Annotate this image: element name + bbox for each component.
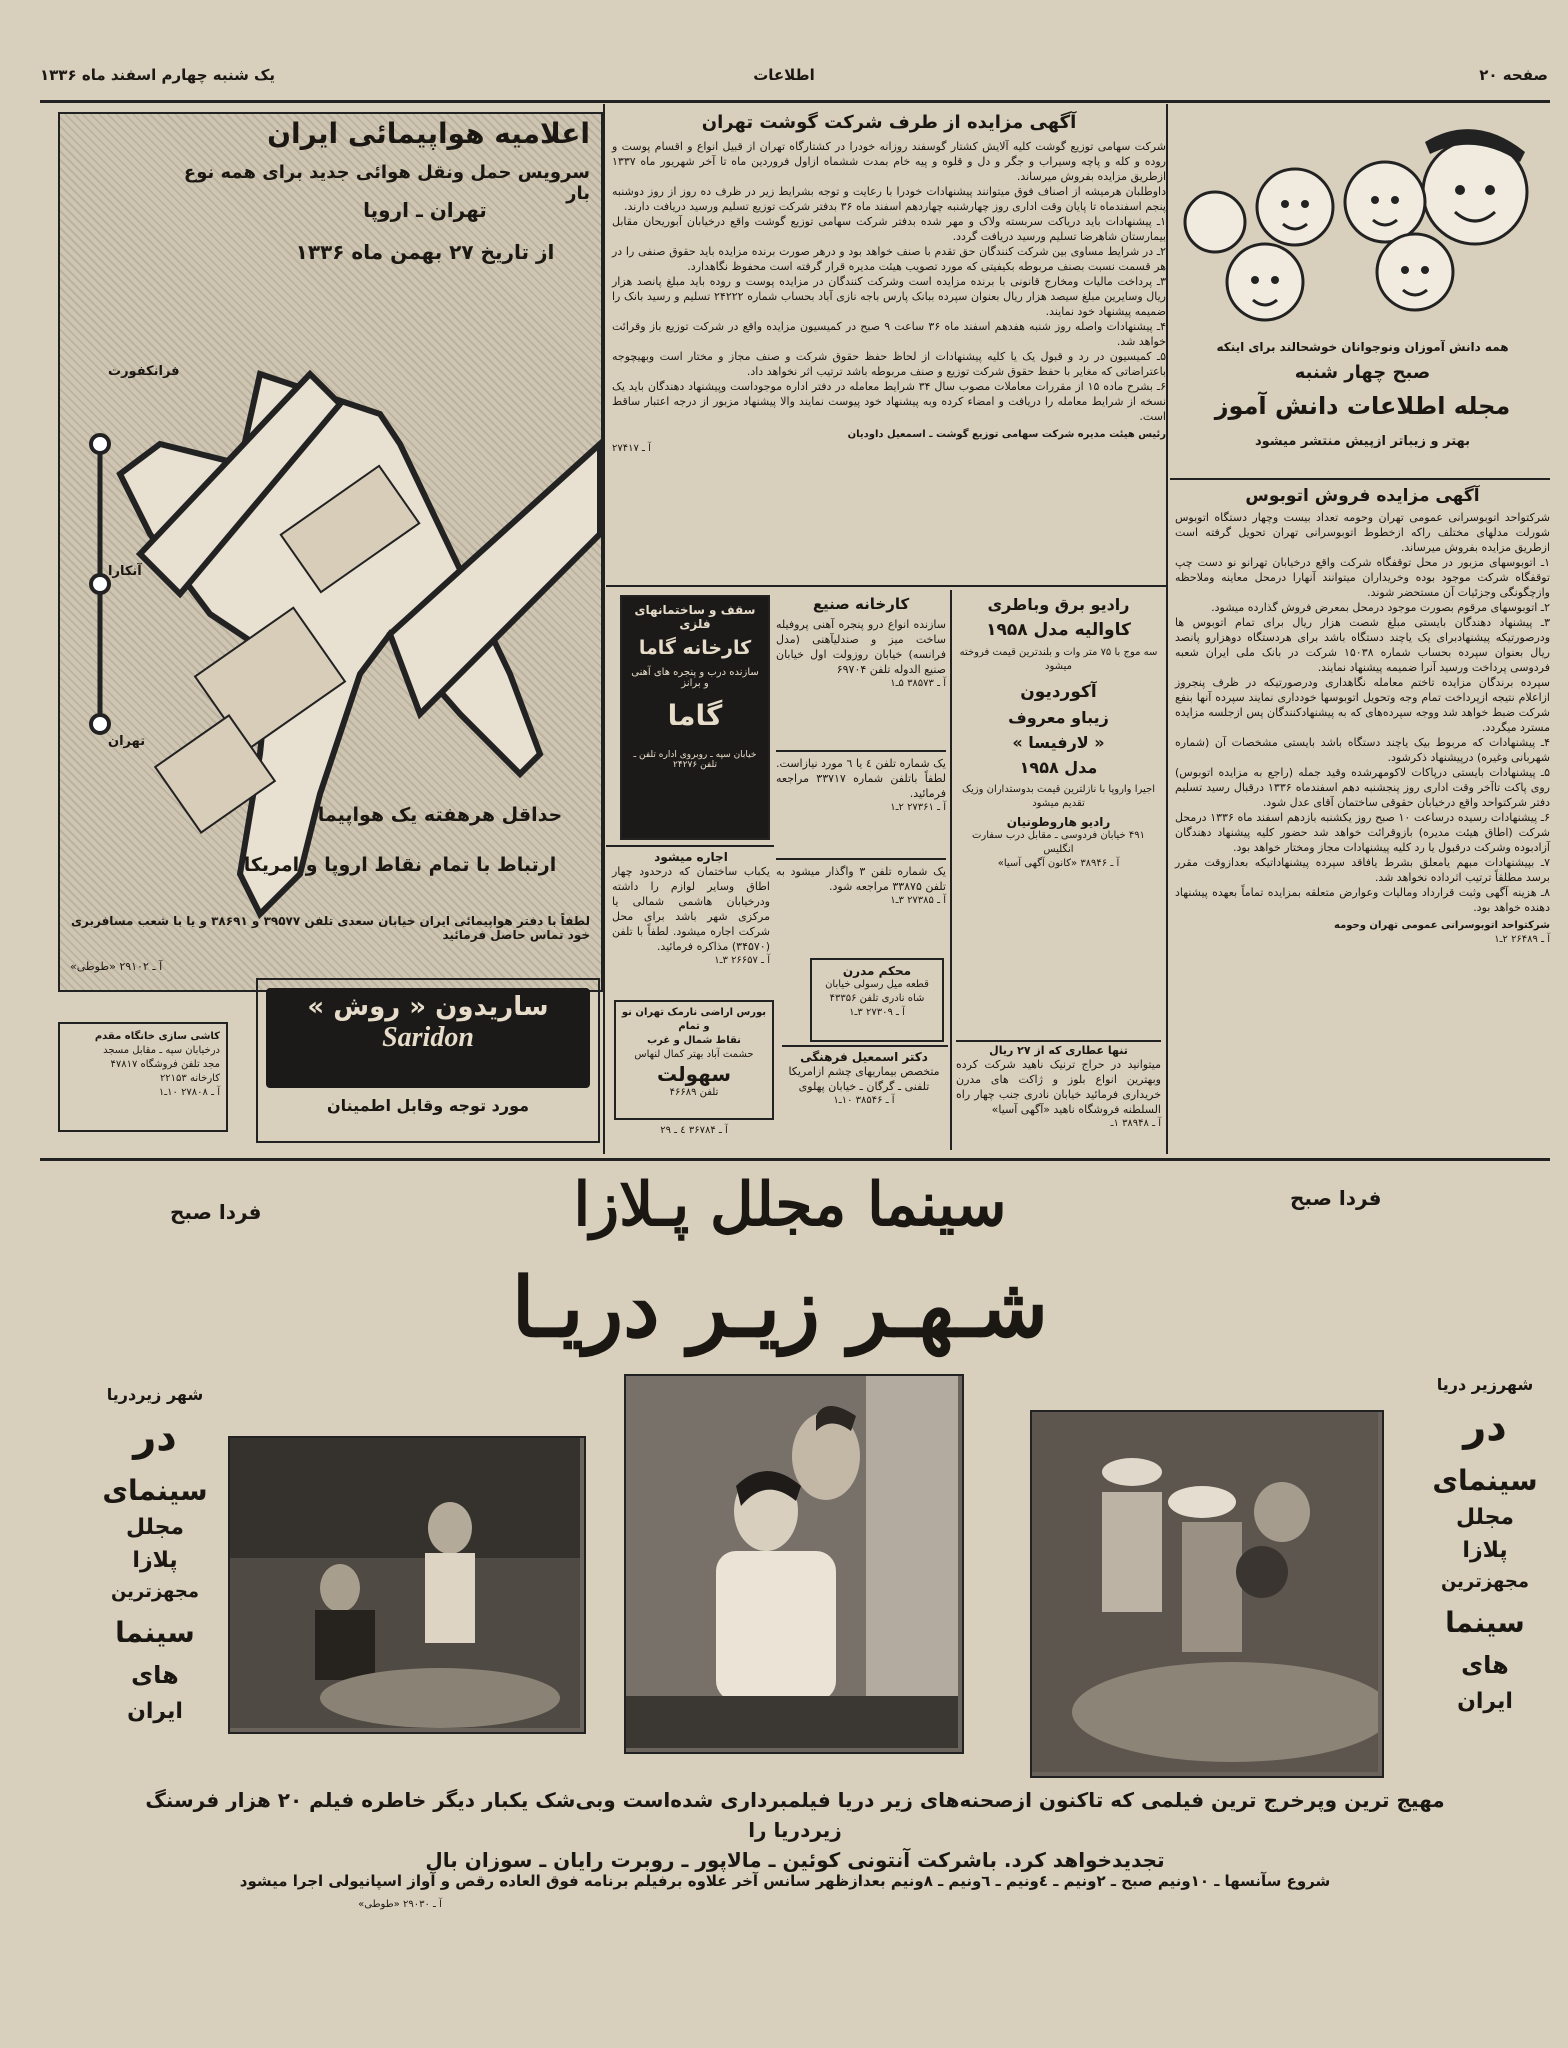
gama-line3: سازنده درب و پنجره های آهنی و برانز	[631, 667, 759, 689]
right-col-2: سینمای	[1432, 1464, 1538, 1497]
tile-line1: کاشی سازی خانگاه مقدم	[94, 1031, 220, 1042]
doctor-code: آ ـ ۳۸۵۴۶ ۱۰ـ۱	[833, 1095, 895, 1106]
court-body: قطعه میل رسولی خیابان شاه نادری تلفن ۴۳۳۵۶	[825, 979, 929, 1004]
meat-auction-p4: ۳ـ پرداخت مالیات ومخارج قانونی با برنده مزایده است وشرکت کنندگان در مزایده پوست و روده باید مبلغ پانصد هزار ریال وسایرین مبلغ سیصد هزار ریال بعنوان سپرده ببانک پارس باجه نازی آباد بحساب شماره ۲۴۲۲۲ تسلیم و رسید بانک را ضمیمه پیشنهاد خود نمایند.	[612, 275, 1166, 318]
airline-ad	[58, 112, 603, 992]
court-ad	[810, 958, 944, 1042]
airline-weekly: حداقل هرهفته یک هواپیما	[317, 804, 563, 826]
kids-line1: همه دانش آموزان ونوجوانان خوشحالند برای اینکه	[1216, 340, 1509, 354]
tile-line3: مجد تلفن فروشگاه ۴۷۸۱۷	[110, 1059, 220, 1070]
left-col-0: شهر زیردریا	[106, 1385, 204, 1404]
tile-code: آ ـ ۲۷۸۰۸ ۱۰ـ۱	[158, 1087, 220, 1098]
column-rule	[1166, 104, 1168, 1154]
cinema-right-column	[1410, 1375, 1560, 1714]
court-title: محکم مدرن	[842, 964, 912, 978]
film-description	[130, 1785, 1460, 1875]
left-col-6: سینما	[115, 1616, 195, 1649]
route-stop-frankfurt	[91, 435, 109, 453]
city-tehran: تهران	[108, 734, 146, 749]
meat-auction-p6: ۵ـ کمیسیون در رد و قبول یک یا کلیه پیشنهادات از لحاظ حفظ حقوق شرکت و صنف مجاز و مختار است وبهیچوجه باعتراضاتی که مغایر با حفظ حقوق شرکت توزیع و صنف مربوطه باشد ترتیب اثر نخواهد داد.	[612, 350, 1166, 378]
land-line1: بورس اراضی نارمک تهران نو و تمام	[621, 1007, 767, 1032]
phone-ad-2-code: آ ـ ۲۷۳۸۵ ۳ـ۱	[890, 895, 946, 906]
saridon-persian: ساریدون « روش »	[307, 992, 549, 1022]
airline-route: تهران ـ اروپا	[363, 198, 487, 222]
bus-auction-p2: ۲ـ اتوبوسهای مرقوم بصورت موجود درمحل بمعرض فروش گذارده میشود.	[1211, 601, 1550, 614]
factory-ad	[776, 595, 946, 745]
phone-ad-2	[776, 864, 946, 954]
tile-line2: درخیابان سپه ـ مقابل مسجد	[103, 1045, 220, 1056]
right-col-5: مجهزترین	[1440, 1571, 1530, 1592]
airline-title: اعلامیه هواپیمائی ایران	[267, 117, 590, 150]
city-frankfurt: فرانکفورت	[108, 364, 180, 379]
children-faces-illustration	[1175, 112, 1550, 342]
radio-shop: رادیو هاروطونیان	[1006, 815, 1111, 829]
phone-ad-2-text: یک شماره تلفن ۳ واگذار میشود به تلفن ۳۳۸۷۵ مراجعه شود.	[776, 865, 946, 893]
accordion-brand: « لارفیسا »	[1012, 733, 1105, 752]
film-still-center-image	[626, 1376, 958, 1748]
radio-address: ۴۹۱ خیابان فردوسی ـ مقابل درب سفارت انگلیس	[971, 830, 1146, 855]
saridon-latin: Saridon	[382, 1022, 474, 1053]
airline-line1: سرویس حمل ونقل هوائی جدید برای همه نوع بار	[183, 162, 590, 204]
section-rule	[606, 585, 1166, 587]
cinema-code: آ ـ ۲۹۰۳۰ «طوطی»	[358, 1899, 442, 1910]
airline-contact: لطفاً با دفتر هواپیمائی ایران خیابان سعدی تلفن ۳۹۵۷۷ و ۳۸۶۹۱ و یا با شعب مسافربری خود تماس حاصل فرمائید	[71, 914, 590, 942]
bus-auction-p6: ۵ـ پیشنهادات بایستی درپاکات لاکومهرشده وقید جمله (راجع به مزایده اتوبوس) روی پاکت تاآخر وقت اداری روز پنجشنبه دهم اسفندماه ۱۳۳۶ درقبال رسید تسلیم دفتر شرکتواحد واقع درخیابان حقوقی ساختمان آقای عدل شود.	[1175, 766, 1550, 809]
bus-auction-code: آ ـ ۲۶۴۸۹ ۲ـ۱	[1494, 934, 1550, 945]
land-line3: حشمت آباد بهتر کمال لنهاس	[634, 1049, 754, 1060]
bus-auction-p9: ۸ـ هزینه آگهی وثبت قرارداد ومالیات وعوارض متعلقه بمزایده تماماً بعهده پیشنهاد دهنده خواهد بود.	[1175, 886, 1550, 914]
left-col-2: سینمای	[102, 1474, 208, 1507]
bus-auction-p5: ۴ـ پیشنهادات که مربوط بیک یاچند دستگاه باشد بایستی مشخصات آن (شماره شهربانی وغیره) درپیشنهاد ذکرشود.	[1175, 736, 1550, 764]
kids-magazine-ad	[1175, 112, 1550, 472]
bus-auction-title: آگهی مزایده فروش اتوبوس	[1245, 486, 1480, 506]
clothing-ad	[956, 1044, 1161, 1149]
radio-desc: سه موج با ۷۵ متر وات و بلندترین قیمت فروخته میشود	[959, 647, 1158, 672]
film-description-line1: مهیج ترین وپرخرج ترین فیلمی که تاکنون ازصحنه‌های زیر دریا فیلمبرداری شده‌است وبی‌شک یکبار دیگر خاطره فیلم ۲۰ هزار فرسنگ زیردریا را	[145, 1788, 1445, 1842]
bus-auction-signature: شرکتواحد اتوبوسرانی عمومی تهران وحومه	[1334, 920, 1550, 931]
cinema-left-column	[80, 1385, 230, 1724]
bus-auction-p7: ۶ـ پیشنهادات رسیده درساعت ۱۰ صبح روز یکشنبه بازدهم اسفند ماه ۱۳۳۶ درمحل شرکت (اطاق هیئت مدیره) بازوقرائت خواهد شد حضور کلیه پیشنهاد دهندگان آزادبوده وشرکت درقبول یا رد کلیه پیشنهادات مجاز ومختار خواهد بود.	[1175, 811, 1550, 854]
radio-model: کاوالیه مدل ۱۹۵۸	[986, 620, 1131, 640]
doctor-ad	[782, 1050, 946, 1150]
column-rule	[603, 104, 605, 1154]
factory-body: سازنده انواع درو پنجره آهنی پروفیله ساخت میز و صندلیآهنی (مدل فرانسه) خیابان روزولت اول خیابان صنیع الدوله تلفن ۶۹۷۰۴	[776, 618, 946, 676]
meat-auction-p1: داوطلبان هرمیشه از اصناف فوق میتوانند پیشنهادات خودرا با رعایت و توجه بشرایط زیر در ظرف ده روز از روز دوشنبه پنجم اسفندماه تا پایان وقت اداری روز چهارشنبه چهاردهم اسفند ماه ۳۶ بدفتر شرکت توزیع تسلیم ورسید دریافت دارند.	[612, 185, 1166, 213]
tomorrow-label-right: فردا صبح	[1290, 1186, 1382, 1210]
phone-ad-1-text: یک شماره تلفن ٤ یا ٦ مورد نیازاست. لطفاً باتلفن شماره ۳۳۷۱۷ مراجعه فرمائید.	[776, 757, 946, 800]
accordion-desc: اجیرا واروپا با نازلترین قیمت بدوستداران وزیک تقدیم میشود	[962, 784, 1155, 809]
header-rule	[40, 100, 1550, 103]
route-stop-tehran	[91, 715, 109, 733]
bus-auction-p8: ۷ـ بپیشنهادات مبهم یامعلق بشرط یافاقد سپرده پیشنهاداتیکه بعدازوقت مقرر برسد مطلقاً ترتیب اثرداده نخواهد شد.	[1175, 856, 1550, 884]
bus-auction-p4: سپرده برندگان مزایده تاختم معامله نگاهداری ودرصورتیکه در ظرف پنجروز ازاعلام نتیجه ازپرداخت تمام وجه وتحویل اتوبوسها خودداری نمایند سپرده آنها بنفع شرکت ضبط خواهد شد ووجه سپرده‌های که به پیشنهادکنندگان پس ازجلسه مزایده مسترد میگردد.	[1175, 676, 1550, 734]
right-col-6: سینما	[1445, 1606, 1525, 1639]
kids-line2: صبح چهار شنبه	[1294, 362, 1431, 383]
airline-connection: ارتباط با تمام نقاط اروپا و امریکا	[243, 854, 557, 876]
doctor-title: دکتر اسمعیل فرهنگی	[800, 1050, 928, 1064]
phone-ad-1-code: آ ـ ۲۷۳۶۱ ۲ـ۱	[890, 802, 946, 813]
film-description-line2: تجدیدخواهد کرد. باشرکت آنتونی کوئین ـ مالاپور ـ روبرت رایان ـ سوزان بال	[425, 1848, 1165, 1872]
left-col-3: مجلل	[125, 1515, 185, 1540]
gama-logo-text: گاما	[667, 699, 723, 732]
radio-title: رادیو برق وباطری	[987, 595, 1130, 614]
film-title: شـهـر زیـر دریـا	[511, 1260, 1049, 1356]
clothing-body: میتوانید در حراج ترنیک ناهید شرکت کرده وبهترین انواع بلوز و ژاکت های مدرن خریداری فرمائید خیابان نادری جنب چهار راه السلطنه فروشگاه ناهید «آگهی آسیا»	[956, 1058, 1161, 1116]
left-col-7: های	[131, 1661, 179, 1689]
clothing-code: آ ـ ۳۸۹۴۸ ۱ـ	[1110, 1118, 1161, 1129]
land-exchange-ad	[614, 1000, 774, 1120]
section-rule	[1170, 478, 1550, 480]
right-col-8: ایران	[1457, 1689, 1513, 1714]
section-rule	[782, 1045, 948, 1047]
accordion-line2: زیباو معروف	[1008, 708, 1109, 727]
airline-date: از تاریخ ۲۷ بهمن ماه ۱۳۳۶	[295, 240, 555, 264]
left-col-5: مجهزترین	[110, 1581, 200, 1602]
meat-auction-p2: ۱ـ پیشنهادات باید دریاکت سربسته ولاک و مهر شده بدفتر شرکت سهامی توزیع گوشت واقع درخیابان آبوریحان مقابل بیمارستان شاهرضا تسلیم ورسید دریافت گردد.	[612, 215, 1166, 243]
saridon-ad	[256, 978, 600, 1143]
rent-code: آ ـ ۲۶۶۵۷ ۳ـ۱	[714, 955, 770, 966]
rent-title: اجاره میشود	[654, 850, 728, 864]
section-rule	[956, 1040, 1161, 1042]
section-rule	[40, 1158, 1550, 1161]
rent-body: یکباب ساختمان که درحدود چهار اطاق وسایر لوازم را داشته ودرخیابان هاشمی شمالی یا مرکزی شهر باشد برای محل شرکت اجاره میشود. لطفاً با تلفن (۳۴۵۷۰) مذاکره فرمائید.	[612, 865, 770, 953]
bus-auction-p0: شرکتواحد اتوبوسرانی عمومی تهران وحومه تعداد بیست وچهار دستگاه اتوبوس شورلت مدلهای مختلف راکه ازخطوط اتوبوسرانی تهران تحویل گرفته است ازطریق مزایده بفروش میرساند.	[1175, 511, 1550, 554]
meat-auction-p7: ۶ـ بشرح ماده ۱۵ از مقررات معاملات مصوب سال ۳۴ شرایط معامله در دفتر اداره موجوداست وپیشنهاد دهندگان باید یک نسخه از شرایط معامله را دریافت و امضاء کرده وبه پیشنهاد خود پیوست نمایند والا پیشنهاد مزبور از درجه اعتبار ساقط است.	[612, 380, 1166, 423]
land-line2: نقاط شمال و غرب	[647, 1035, 741, 1046]
film-still-left-image	[230, 1438, 580, 1728]
radio-code: آ ـ ۳۸۹۴۶ «کانون آگهی آسیا»	[997, 858, 1120, 869]
gama-line2: کارخانه گاما	[638, 637, 752, 659]
issue-date: یک شنبه چهارم اسفند ماه ۱۳۳۶	[40, 66, 276, 84]
saridon-panel	[266, 988, 590, 1088]
phone-ad-1	[776, 756, 946, 854]
page-number: صفحه ۲۰	[1479, 66, 1548, 84]
film-still-left	[228, 1436, 586, 1734]
tile-line4: کارخانه ۲۲۱۵۳	[159, 1073, 220, 1084]
land-logo-text: سهولت	[656, 1062, 732, 1086]
doctor-body: متخصص بیماریهای چشم ازامریکا تلفنی ـ گرگان ـ خیابان پهلوی	[788, 1065, 940, 1093]
saridon-slogan: مورد توجه وقابل اطمینان	[326, 1096, 530, 1115]
meat-auction-signature: رئیس هیئت مدیره شرکت سهامی توزیع گوشت ـ اسمعیل داودیان	[847, 429, 1166, 440]
bus-auction-ad	[1175, 486, 1550, 1151]
meat-auction-p5: ۴ـ پیشنهادات واصله روز شنبه هفدهم اسفند ماه ۳۶ ساعت ۹ صبح در کمیسیون مزایده واقع در شرکت توزیع باز وقرائت خواهد شد.	[612, 320, 1167, 348]
land-phone: تلفن ۴۶۶۸۹	[669, 1087, 719, 1098]
bus-auction-p1: ۱ـ اتوبوسهای مزبور در محل توقفگاه شرکت واقع درخیابان تهرانو نو دست چپ توقفگاه شرکت موجود بوده وخریداران میتوانند آنهارا درمحل معاینه وملاحظه وازچگونگی وجزئیات آن مستحضر شوند.	[1175, 556, 1550, 599]
meat-auction-p0: شرکت سهامی توزیع گوشت کلیه آلایش کشتار گوسفند روزانه خودرا در کشتارگاه تهران از قبیل انواع و اقسام پوست و روده و کله و پاچه وسیراب و جگر و دل و قلوه و پیه خام بمدت ششماه ازاول فروردین ماه تا آخر شهریور ماه ۱۳۳۷ ازطریق مزایده بفروش میرساند.	[612, 140, 1166, 183]
bus-auction-p3: ۳ـ پیشنهاد دهندگان بایستی مبلغ شصت هزار ریال برای تمام اتوبوس ها ودرصورتیکه پیشنهادبرای یک یاچند دستگاه باشد برای هردستگاه دوهزارو پانصد ریال بعنوان سپرده بحساب شماره ۱۵۰۳۸ شرکت در بانک ملی ایران شعبه فردوسی پرداخت ورسید آنرا ضمیمه پیشنهاد نمایند.	[1175, 616, 1550, 674]
right-col-4: پلازا	[1462, 1538, 1508, 1563]
clothing-title: تنها عطاری که از ۲۷ ریال	[989, 1044, 1128, 1057]
radio-ad	[956, 595, 1161, 1035]
factory-title: کارخانه صنیع	[812, 595, 910, 613]
route-stop-ankara	[91, 575, 109, 593]
meat-auction-p3: ۲ـ در شرایط مساوی بین شرکت کنندگان حق تقدم با صنف خواهد بود و درهر صورت برنده مزایده باید حقوق صنفی را در هر قسمت نسبت بصنف مربوطه بکیفیتی که مورد تصویب هیئت مدیره قرار گرفته است محفوظ نگاهدارد.	[612, 245, 1166, 273]
right-col-3: مجلل	[1455, 1505, 1515, 1530]
newspaper-name: اطلاعات	[753, 66, 815, 84]
tomorrow-label-left: فردا صبح	[170, 1200, 262, 1224]
tile-ad	[58, 1022, 228, 1132]
section-rule	[776, 858, 946, 860]
film-still-right-image	[1032, 1412, 1378, 1772]
meat-auction-code: آ ـ ۲۷۴۱۷	[612, 443, 651, 454]
film-still-right	[1030, 1410, 1384, 1778]
city-ankara: آنکارا	[108, 564, 142, 579]
left-col-1: در	[133, 1414, 177, 1460]
gama-ad	[620, 595, 770, 840]
gama-address: خیابان سپه ـ روبروی اداره تلفن ـ تلفن ۲۴۲۷۶	[633, 750, 757, 770]
meat-auction-ad	[612, 112, 1166, 582]
section-rule	[776, 750, 946, 752]
section-rule	[606, 845, 774, 847]
factory-code: آ ـ ۳۸۵۷۳ ۵ـ۱	[890, 678, 946, 689]
right-col-1: در	[1463, 1404, 1507, 1450]
right-col-7: های	[1461, 1651, 1509, 1679]
kids-line3: مجله اطلاعات دانش آموز	[1214, 392, 1511, 420]
accordion-model: مدل ۱۹۵۸	[1019, 758, 1098, 777]
court-code: آ ـ ۲۷۳۰۹ ۳ـ۱	[849, 1007, 905, 1018]
land-code: آ ـ ۳۶۷۸۴ ٤ ـ ۲۹	[660, 1125, 728, 1136]
accordion-title: آکوردیون	[1020, 682, 1097, 702]
gama-line1: سقف و ساختمانهای فلزی	[634, 603, 756, 631]
right-col-0: شهرزیر دریا	[1436, 1375, 1534, 1394]
rent-ad	[612, 850, 770, 990]
airline-code: آ ـ ۲۹۱۰۲ «طوطی»	[70, 960, 163, 973]
meat-auction-title: آگهی مزایده از طرف شرکت گوشت تهران	[701, 112, 1077, 133]
cinema-headline: سینما مجلل پـلازا	[573, 1170, 1007, 1240]
showtimes: شروع سآنسها ـ ۱۰ونیم صبح ـ ۲ونیم ـ ٤ونیم ـ ٦ونیم ـ ۸ونیم بعدازظهر سانس آخر علاوه برفیلم برنامه فوق العاده رقص و آواز اسپانیولی اجرا میشود	[239, 1872, 1331, 1890]
film-still-center	[624, 1374, 964, 1754]
left-col-4: پلازا	[132, 1548, 178, 1573]
left-col-8: ایران	[127, 1699, 183, 1724]
kids-line4: بهتر و زیباتر ازپیش منتشر میشود	[1255, 434, 1470, 449]
column-rule	[950, 590, 952, 1150]
